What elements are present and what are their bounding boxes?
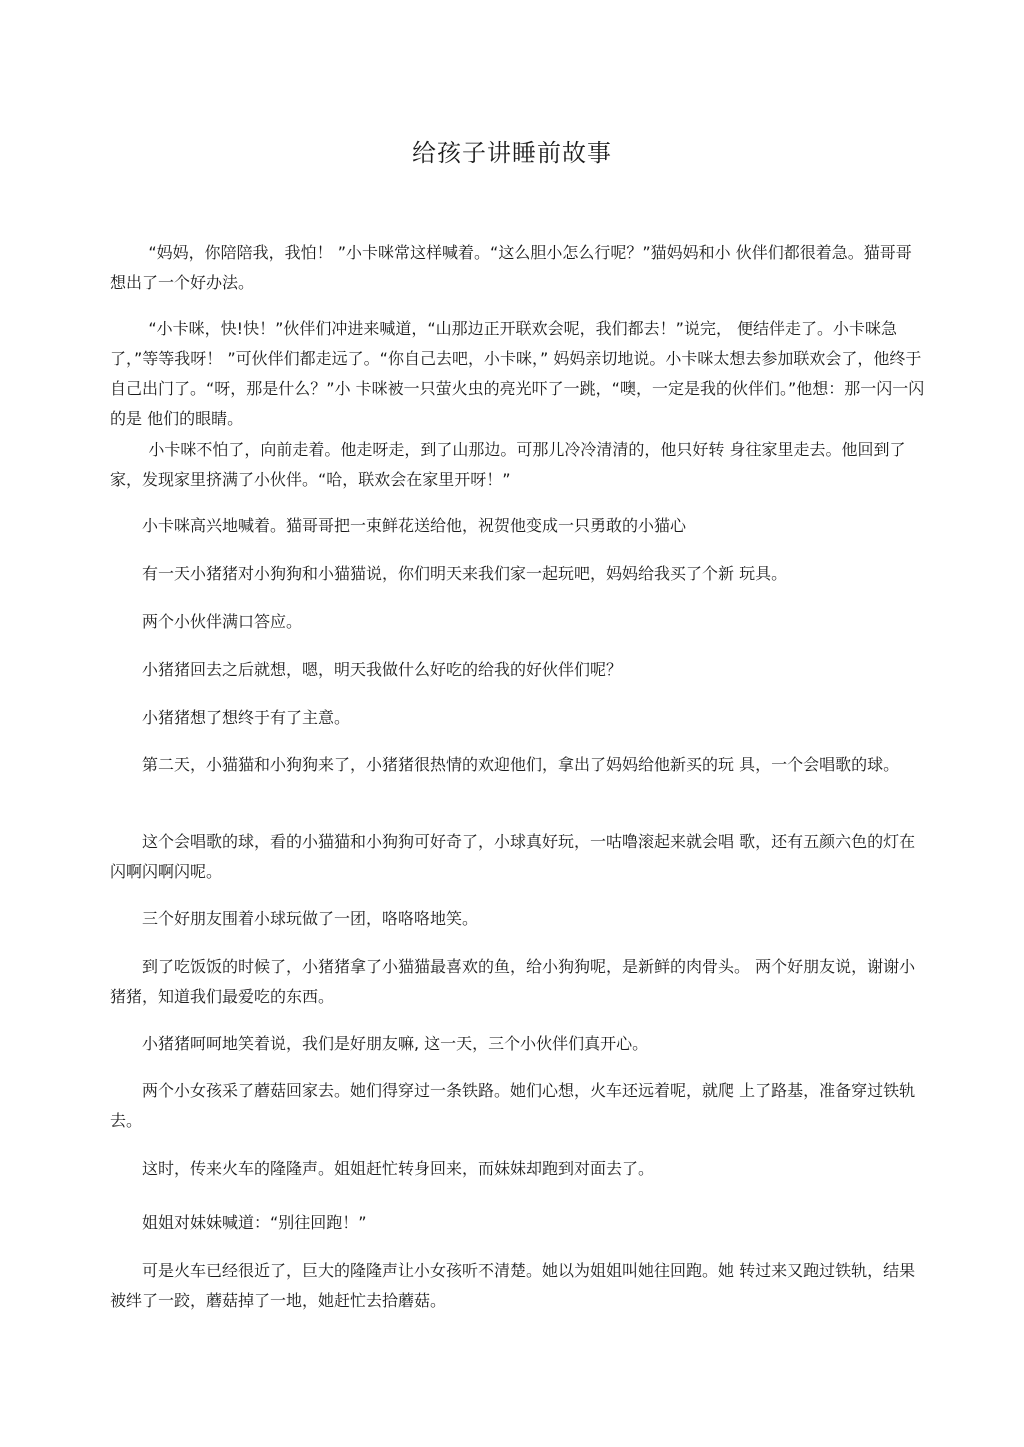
paragraph-15: 这时，传来火车的隆隆声。姐姐赶忙转身回来，而妹妹却跑到对面去了。 <box>142 1159 655 1178</box>
paragraph-14: 两个小女孩采了蘑菇回家去。她们得穿过一条铁路。她们心想，火车还远着呢，就爬 上了路基，准备穿过铁轨去。 <box>110 1081 916 1130</box>
paragraph-3: 小卡咪不怕了，向前走着。他走呀走，到了山那边。可那儿冷冷清清的，他只好转 身往家里走去。他回到了家，发现家里挤满了小伙伴。“哈，联欢会在家里开呀！” <box>110 440 906 489</box>
paragraph-8: 小猪猪想了想终于有了主意。 <box>142 708 351 727</box>
paragraph-6: 两个小伙伴满口答应。 <box>142 612 303 631</box>
paragraph-17: 可是火车已经很近了，巨大的隆隆声让小女孩听不清楚。她以为姐姐叫她往回跑。她 转过来又跑过铁轨，结果被绊了一跤，蘑菇掉了一地，她赶忙去拾蘑菇。 <box>110 1261 916 1310</box>
paragraph-9: 第二天，小猫猫和小狗狗来了，小猪猪很热情的欢迎他们，拿出了妈妈给他新买的玩 具，一个会唱歌的球。 <box>142 755 900 774</box>
paragraph-2: “小卡咪，快!快！”伙伴们冲进来喊道，“山那边正开联欢会呢，我们都去！”说完， 便结伴走了。小卡咪急了，”等等我呀！ ”可伙伴们都走远了。“你自己去吧，小卡咪，” 妈妈亲切地说。小卡咪太想去参加联欢会了，他终于自己出门了。“呀，那是什么？”小 卡咪被一只萤火虫的亮光吓了一跳，“噢，一定是我的伙伴们。”他想：那一闪一闪的是 他们的眼睛。 <box>110 319 925 428</box>
paragraph-12: 到了吃饭饭的时候了，小猪猪拿了小猫猫最喜欢的鱼，给小狗狗呢，是新鲜的肉骨头。 两个好朋友说，谢谢小猪猪，知道我们最爱吃的东西。 <box>110 957 916 1006</box>
paragraph-11: 三个好朋友围着小球玩做了一团，咯咯咯地笑。 <box>142 909 479 928</box>
paragraph-10: 这个会唱歌的球，看的小猫猫和小狗狗可好奇了，小球真好玩，一咕噜滚起来就会唱 歌，还有五颜六色的灯在闪啊闪啊闪呢。 <box>110 832 916 881</box>
document-title: 给孩子讲睡前故事 <box>412 139 612 167</box>
paragraph-4: 小卡咪高兴地喊着。猫哥哥把一束鲜花送给他，祝贺他变成一只勇敢的小猫心 <box>142 516 687 535</box>
paragraph-13: 小猪猪呵呵地笑着说，我们是好朋友嘛, 这一天，三个小伙伴们真开心。 <box>142 1034 649 1053</box>
paragraph-5: 有一天小猪猪对小狗狗和小猫猫说，你们明天来我们家一起玩吧，妈妈给我买了个新 玩具。 <box>142 564 788 583</box>
paragraph-7: 小猪猪回去之后就想，嗯，明天我做什么好吃的给我的好伙伴们呢？ <box>142 660 623 679</box>
paragraph-16: 姐姐对妹妹喊道：“别往回跑！” <box>142 1213 367 1232</box>
paragraph-1: “妈妈，你陪陪我，我怕！ ”小卡咪常这样喊着。“这么胆小怎么行呢？”猫妈妈和小 伙伴们都很着急。猫哥哥想出了一个好办法。 <box>110 243 912 292</box>
